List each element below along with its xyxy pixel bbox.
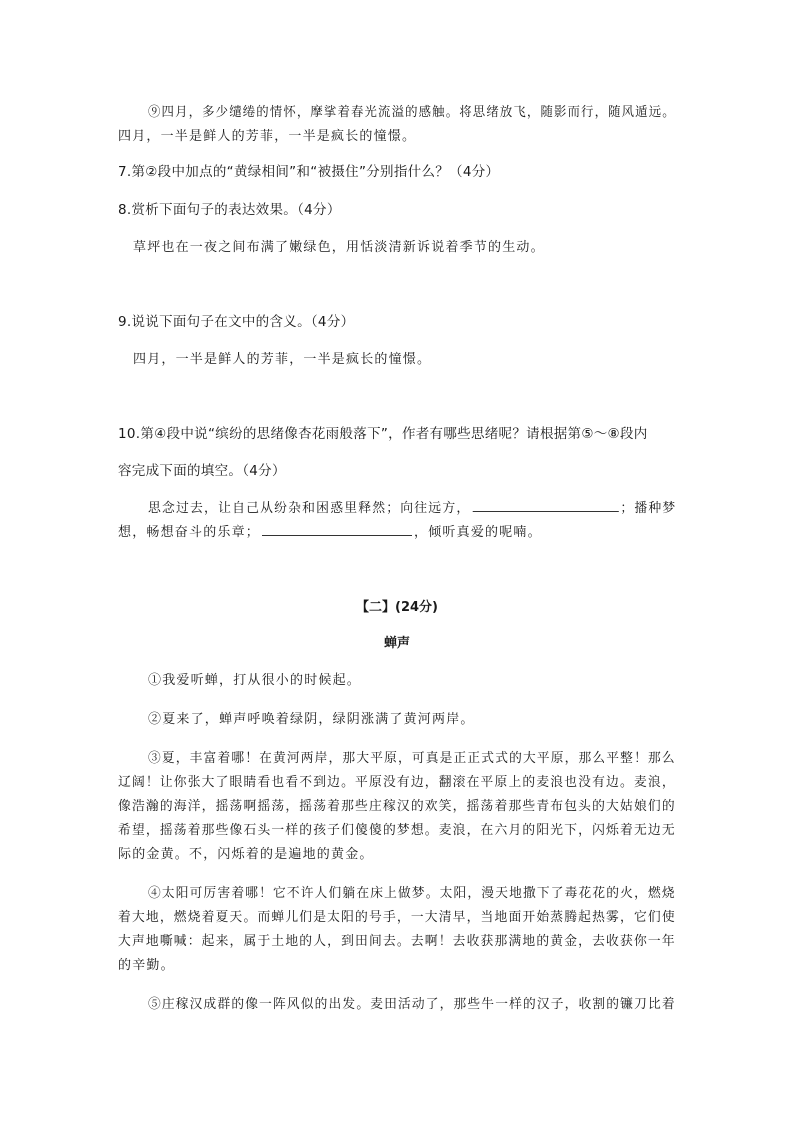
fill-text-a: 思念过去，让自己从纷杂和困惑里释然；向往远方， bbox=[148, 501, 471, 516]
question-10-line-2: 容完成下面的填空。（4分） bbox=[118, 463, 286, 479]
paragraph-3-line-1: ③夏，丰富着哪！在黄河两岸，那大平原，可真是正正式式的大平原，那么平整！那么 bbox=[148, 751, 676, 766]
question-10-line-1: 10.第④段中说“缤纷的思绪像杏花雨般落下”，作者有哪些思绪呢？请根据第⑤～⑧段内 bbox=[118, 426, 648, 442]
paragraph-3-line-4: 希望，摇荡着那些像石头一样的孩子们傻傻的梦想。麦浪，在六月的阳光下，闪烁着无边无 bbox=[118, 823, 676, 838]
fill-text-b: ；播种梦 bbox=[620, 501, 677, 516]
paragraph-4-line-3: 大声地嘶喊：起来，属于土地的人，到田间去。去啊！去收获那满地的黄金，去收获你一年 bbox=[118, 934, 676, 949]
question-9: 9.说说下面句子在文中的含义。（4分） bbox=[118, 314, 355, 330]
paragraph-4-line-1: ④太阳可厉害着哪！它不许人们躺在床上做梦。太阳，漫天地撒下了毒花花的火，燃烧 bbox=[148, 886, 676, 901]
answer-blank-2[interactable] bbox=[262, 523, 412, 536]
poem-line-1: ⑨四月，多少缱绻的情怀，摩挲着春光流溢的感触。将思绪放飞，随影而行，随风遁远。 bbox=[148, 105, 676, 120]
answer-blank-1[interactable] bbox=[472, 499, 618, 512]
question-7: 7.第②段中加点的“黄绿相间”和“被摄住”分别指什么？（4分） bbox=[118, 164, 500, 180]
fill-text-d: ，倾听真爱的呢喃。 bbox=[414, 525, 542, 540]
fill-line-2 bbox=[118, 521, 542, 540]
paragraph-4-line-2: 着大地，燃烧着夏天。而蝉儿们是太阳的号手，一大清早，当地面开始蒸腾起热雾，它们使 bbox=[118, 910, 676, 925]
paragraph-3-line-3: 像浩瀚的海洋，摇荡啊摇荡，摇荡着那些庄稼汉的欢笑，摇荡着那些青布包头的大姑娘们的 bbox=[118, 799, 676, 814]
poem-line-2: 四月，一半是鲜人的芳菲，一半是疯长的憧憬。 bbox=[118, 129, 417, 144]
paragraph-5-line-1: ⑤庄稼汉成群的像一阵风似的出发。麦田活动了，那些牛一样的汉子，收割的镰刀比着 bbox=[148, 997, 676, 1012]
article-title: 蝉声 bbox=[383, 636, 410, 651]
fill-text-c: 想，畅想奋斗的乐章； bbox=[118, 525, 261, 540]
paragraph-3-line-2: 辽阔！让你张大了眼睛看也看不到边。平原没有边，翻滚在平原上的麦浪也没有边。麦浪， bbox=[118, 775, 676, 790]
question-8: 8.赏析下面句子的表达效果。（4分） bbox=[118, 202, 341, 218]
question-9-quote: 四月，一半是鲜人的芳菲，一半是疯长的憧憬。 bbox=[133, 352, 432, 367]
question-8-quote: 草坪也在一夜之间布满了嫩绿色，用恬淡清新诉说着季节的生动。 bbox=[133, 240, 545, 255]
paragraph-1: ①我爱听蝉，打从很小的时候起。 bbox=[148, 673, 362, 688]
fill-line-1 bbox=[148, 497, 676, 516]
paragraph-2: ②夏来了，蝉声呼唤着绿阴，绿阴涨满了黄河两岸。 bbox=[148, 712, 475, 727]
paragraph-3-line-5: 际的金黄。不，闪烁着的是遍地的黄金。 bbox=[118, 847, 374, 862]
section-header: 【二】(24分) bbox=[356, 600, 438, 615]
paragraph-4-line-4: 的辛勤。 bbox=[118, 958, 175, 973]
